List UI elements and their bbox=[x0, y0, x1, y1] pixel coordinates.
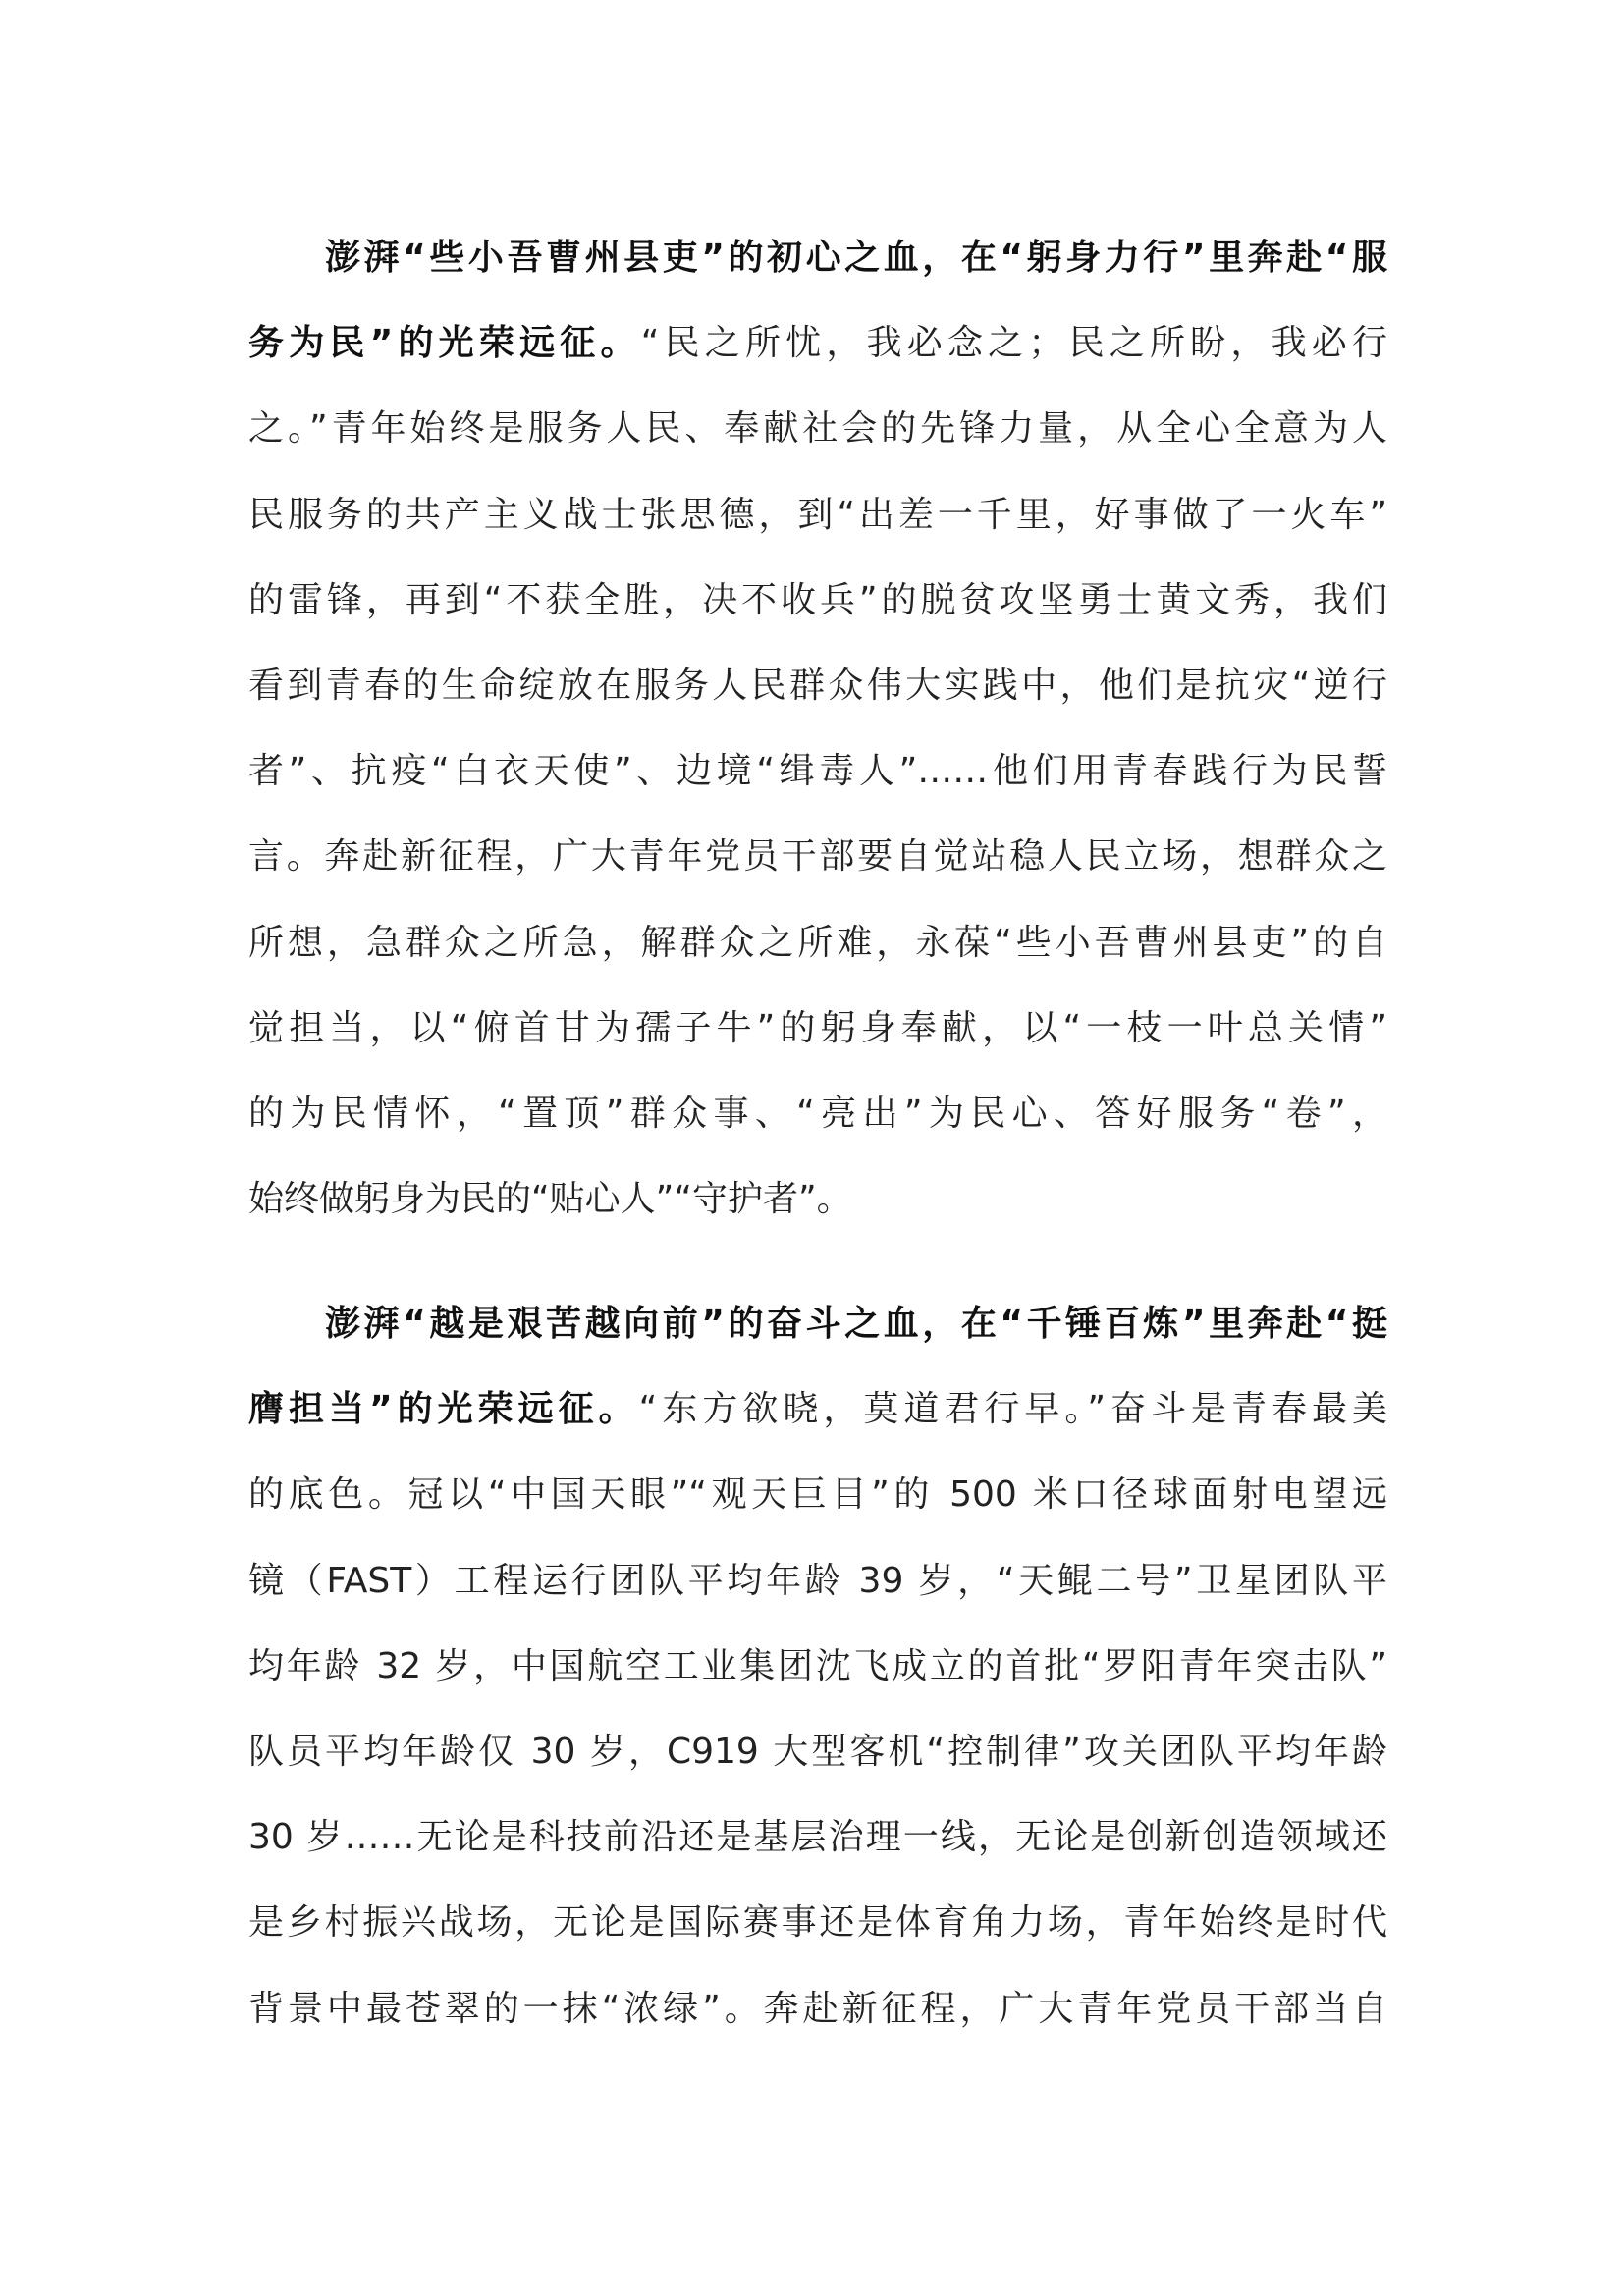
text-line bbox=[248, 1980, 1387, 2039]
text-line bbox=[248, 571, 1387, 630]
body-text: 30 岁……无论是科技前沿还是基层治理一线，无论是创新创造领域还 bbox=[248, 1817, 1387, 1858]
text-line bbox=[248, 1723, 1387, 1782]
body-text: 镜（FAST）工程运行团队平均年龄 39 岁，“天鲲二号”卫星团队平 bbox=[248, 1560, 1387, 1601]
bold-heading-text: 澎湃“些小吾曹州县吏”的初心之血，在“躬身力行”里奔赴“服 bbox=[325, 238, 1387, 278]
text-line bbox=[248, 486, 1387, 545]
text-line bbox=[248, 1637, 1387, 1696]
body-text: 者”、抗疫“白衣天使”、边境“缉毒人”……他们用青春践行为民誓 bbox=[248, 751, 1387, 792]
body-text: 言。奔赴新征程，广大青年党员干部要自觉站稳人民立场，想群众之 bbox=[248, 836, 1387, 878]
bold-heading-text: 膺担当”的光荣远征。 bbox=[248, 1389, 639, 1430]
body-text: 觉担当，以“俯首甘为孺子牛”的躬身奉献，以“一枝一叶总关情” bbox=[248, 1007, 1387, 1048]
text-line bbox=[248, 914, 1387, 973]
text-line bbox=[248, 1380, 1387, 1439]
body-text: 的底色。冠以“中国天眼”“观天巨目”的 500 米口径球面射电望远 bbox=[248, 1474, 1387, 1516]
text-line bbox=[248, 1170, 1387, 1229]
body-text: 始终做躬身为民的“贴心人”“守护者”。 bbox=[248, 1179, 852, 1220]
text-line bbox=[248, 1295, 1387, 1354]
body-text: 均年龄 32 岁，中国航空工业集团沈飞成立的首批“罗阳青年突击队” bbox=[248, 1645, 1387, 1686]
text-line bbox=[248, 1808, 1387, 1867]
text-line bbox=[248, 1085, 1387, 1144]
bold-heading-text: 务为民”的光荣远征。 bbox=[248, 323, 641, 364]
text-line bbox=[248, 1466, 1387, 1524]
text-line bbox=[248, 657, 1387, 716]
text-line bbox=[248, 314, 1387, 373]
text-line bbox=[248, 400, 1387, 458]
body-text: 之。”青年始终是服务人民、奉献社会的先锋力量，从全心全意为人 bbox=[248, 408, 1387, 450]
body-text: 的雷锋，再到“不获全胜，决不收兵”的脱贫攻坚勇士黄文秀，我们 bbox=[248, 579, 1387, 620]
body-text: 所想，急群众之所急，解群众之所难，永葆“些小吾曹州县吏”的自 bbox=[248, 922, 1387, 963]
body-text: 的为民情怀，“置顶”群众事、“亮出”为民心、答好服务“卷”， bbox=[248, 1094, 1387, 1134]
body-text: “民之所忧，我必念之；民之所盼，我必行 bbox=[640, 323, 1387, 364]
text-line bbox=[248, 1894, 1387, 1952]
body-text: 看到青春的生命绽放在服务人民群众伟大实践中，他们是抗灾“逆行 bbox=[248, 666, 1387, 706]
body-text: 是乡村振兴战场，无论是国际赛事还是体育角力场，青年始终是时代 bbox=[248, 1902, 1387, 1944]
text-line bbox=[248, 999, 1387, 1058]
text-line bbox=[248, 1552, 1387, 1611]
text-line bbox=[248, 742, 1387, 801]
text-line bbox=[248, 828, 1387, 886]
text-line bbox=[248, 229, 1387, 288]
bold-heading-text: 澎湃“越是艰苦越向前”的奋斗之血，在“千锤百炼”里奔赴“挺 bbox=[325, 1304, 1387, 1344]
body-text: 背景中最苍翠的一抹“浓绿”。奔赴新征程，广大青年党员干部当自 bbox=[248, 1988, 1387, 2029]
body-text: “东方欲晓，莫道君行早。”奋斗是青春最美 bbox=[638, 1389, 1387, 1430]
body-text: 民服务的共产主义战士张思德，到“出差一千里，好事做了一火车” bbox=[248, 494, 1387, 535]
body-text: 队员平均年龄仅 30 岁，C919 大型客机“控制律”攻关团队平均年龄 bbox=[248, 1732, 1387, 1772]
